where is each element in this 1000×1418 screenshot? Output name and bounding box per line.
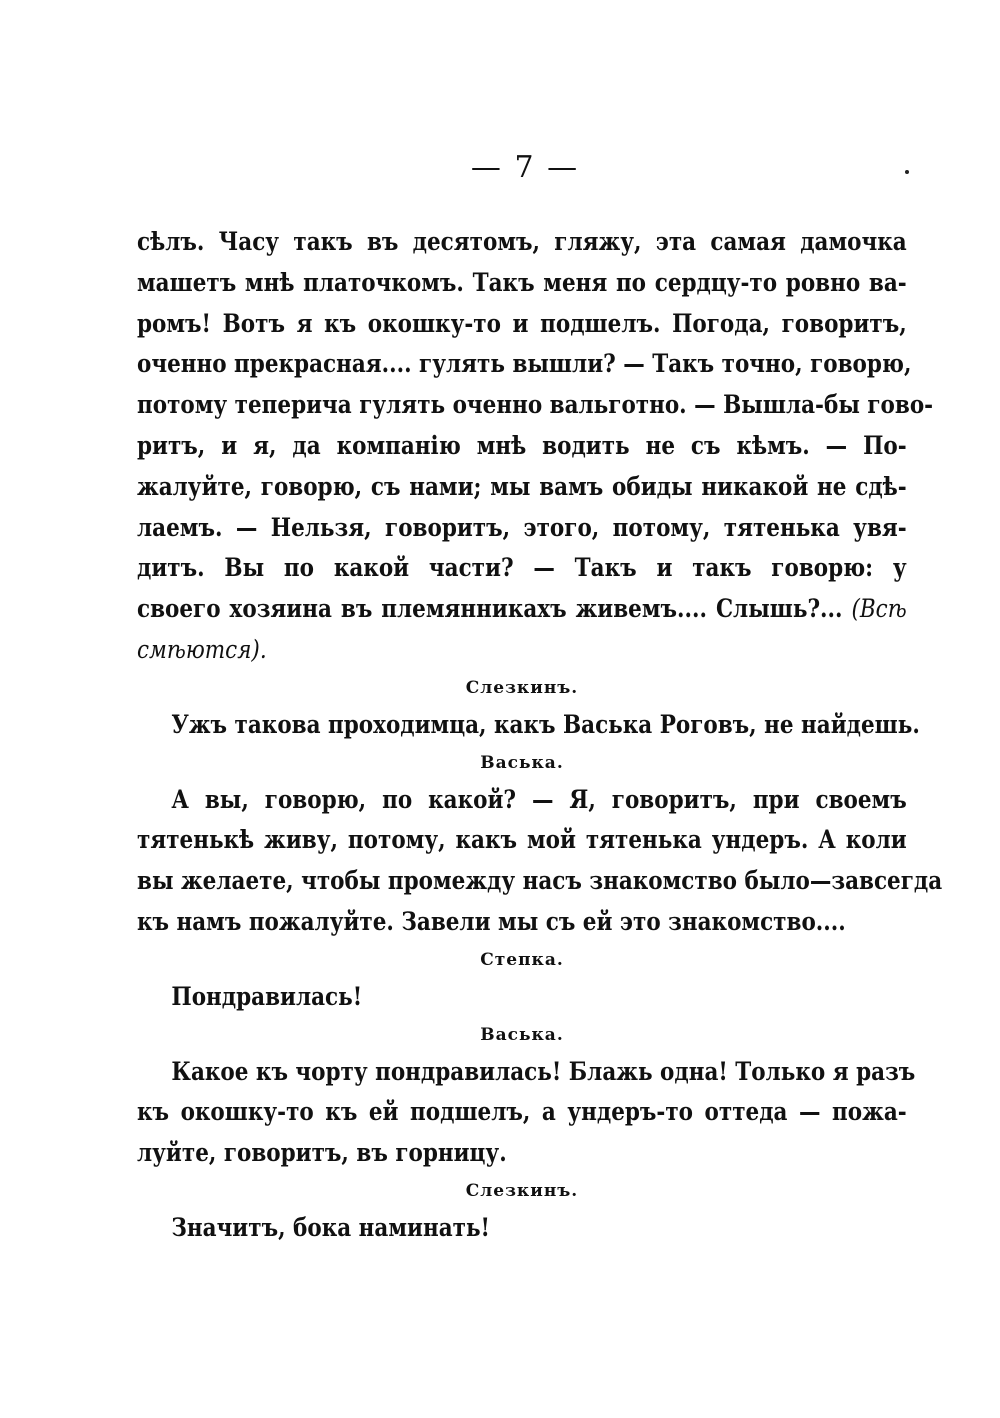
page-number: — 7 — <box>470 150 580 185</box>
stage-direction-end <box>137 630 907 671</box>
dialogue-slezkin-2 <box>137 1174 907 1249</box>
speaker-name: Слезкинъ. <box>465 677 579 698</box>
stage-direction-text: смѣются). <box>137 634 267 664</box>
text-line: жалуйте, говорю, съ нами; мы вамъ обиды никакой не сдѣ- <box>137 471 907 501</box>
text-line: тятенькѣ живу, потому, какъ мой тятенька ундеръ. А коли <box>137 825 907 855</box>
text-line: сѣлъ. Часу такъ въ десятомъ, гляжу, эта самая дамочка <box>137 227 907 256</box>
speaker-name: Васька. <box>480 1024 564 1045</box>
print-speck <box>905 170 909 174</box>
text-line: лаемъ. — Нельзя, говоритъ, этого, потому, тятенька увя- <box>137 512 907 542</box>
dialogue-stepka <box>137 943 907 1018</box>
text-line-with-stage-direction <box>137 589 907 630</box>
stage-direction-start: (Всѣ <box>851 594 907 624</box>
speaker-name: Слезкинъ. <box>465 1180 579 1201</box>
text-line: Какое къ чорту пондравилась! Блажь одна! Только я разъ <box>171 1056 916 1086</box>
text-line: къ намъ пожалуйте. Завели мы съ ей это знакомство.... <box>137 906 846 936</box>
text-line: дитъ. Вы по какой части? — Такъ и такъ говорю: у <box>137 553 907 583</box>
text-line: ромъ! Вотъ я къ окошку-то и подшелъ. Погода, говоритъ, <box>137 308 907 338</box>
speaker-name: Васька. <box>480 752 564 773</box>
text-line: ритъ, и я, да компанію мнѣ водить не съ кѣмъ. — По- <box>137 430 907 460</box>
speaker-name: Степка. <box>480 949 564 970</box>
text-line: къ окошку-то къ ей подшелъ, а ундеръ-то оттеда — пожа- <box>137 1097 907 1127</box>
text-line: машетъ мнѣ платочкомъ. Такъ меня по сердцу-то ровно ва- <box>137 267 907 297</box>
dialogue-vaska-2 <box>137 1018 916 1174</box>
text-line: потому теперича гулять оченно вальготно. — Вышла-бы гово- <box>137 390 934 420</box>
text-line: луйте, говоритъ, въ горницу. <box>137 1138 507 1168</box>
page-body <box>137 222 943 1249</box>
dialogue-slezkin-1 <box>137 671 920 746</box>
text-line: Пондравилась! <box>171 981 363 1011</box>
text-line: оченно прекрасная.... гулять вышли? — Такъ точно, говорю, <box>137 349 912 379</box>
text-line: Ужъ такова проходимца, какъ Васька Роговъ, не найдешь. <box>171 709 920 739</box>
text-line: вы желаете, чтобы промежду насъ знакомство было—завсегда <box>137 866 943 896</box>
paragraph-continuation <box>137 222 934 671</box>
text-fragment: своего хозяина въ племянникахъ живемъ.... Слышь?... <box>137 594 852 624</box>
text-line: А вы, говорю, по какой? — Я, говоритъ, при своемъ <box>171 784 907 814</box>
text-line: Значитъ, бока наминать! <box>171 1212 490 1242</box>
dialogue-vaska-1 <box>137 746 943 943</box>
